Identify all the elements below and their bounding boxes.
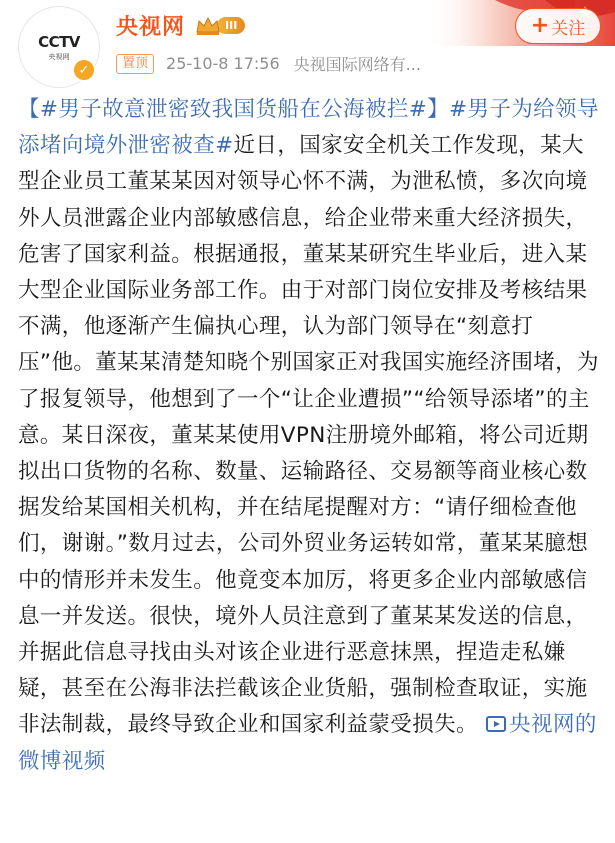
post-content [18, 92, 603, 780]
post-header [0, 0, 615, 88]
bracket-close: 】 [427, 97, 450, 122]
video-link-label: 央视网的微博视频 [18, 712, 597, 774]
follow-label: 关注 [551, 18, 586, 39]
pinned-badge: 置顶 [116, 54, 154, 74]
vip-level: III [217, 17, 245, 34]
name-row [116, 10, 245, 41]
post-source: 央视国际网络有... [293, 55, 421, 74]
logo-text: CCTV [38, 32, 80, 51]
verified-check-icon: ✓ [72, 58, 96, 82]
vip-badge[interactable] [195, 16, 245, 36]
post-time: 25-10-8 17:56 [166, 54, 280, 73]
cctv-logo [38, 33, 80, 62]
plus-icon: + [530, 13, 550, 38]
meta-row [116, 52, 421, 75]
user-name[interactable]: 央视网 [116, 15, 186, 40]
crown-icon [195, 16, 221, 36]
post-body: 近日，国家安全机关工作发现，某大型企业员工董某某因对领导心怀不满，为泄私愤，多次向境外人员泄露企业内部敏感信息，给企业带来重大经济损失，危害了国家利益。根据通报，董某某研究生毕业后，进入某大型企业国际业务部工作。由于对部门岗位安排及考核结果不满，他逐渐产生偏执心理，认为部门领导在“刻意打压”他。董某某清楚知晓个别国家正对我国实施经济围堵，为了报复领导，他想到了一个“让企业遭损”“给领导添堵”的主意。某日深夜，董某某使用VPN注册境外邮箱，将公司近期拟出口货物的名称、数量、运输路径、交易额等商业核心数据发给某国相关机构，并在结尾提醒对方：“请仔细检查他们，谢谢。”数月过去，公司外贸业务运转如常，董某某臆想中的情形并未发生。他竟变本加厉，将更多企业内部敏感信息一并发送。很快，境外人员注意到了董某某发送的信息，并据此信息寻找由头对该企业进行恶意抹黑，捏造走私嫌疑，甚至在公海非法拦截该企业货船，强制检查取证，实施非法制裁，最终导致企业和国家利益蒙受损失。 [18, 133, 599, 738]
bracket-open: 【 [18, 97, 40, 122]
follow-button[interactable] [515, 8, 601, 44]
video-play-icon [485, 714, 507, 734]
topic-link-2[interactable]: #男子为给领导添堵向境外泄密被查# [18, 97, 599, 159]
topic-link-1[interactable]: #男子故意泄密致我国货船在公海被拦# [39, 97, 428, 122]
logo-subtext: 央视网 [48, 52, 70, 61]
